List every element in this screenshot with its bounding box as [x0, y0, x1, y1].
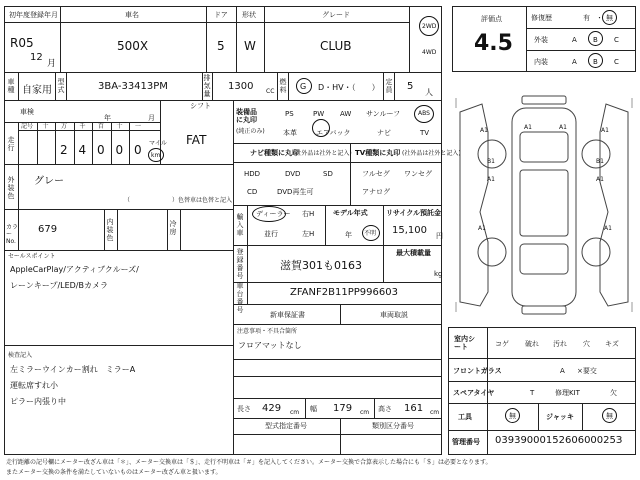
fuel-label: 燃料: [279, 78, 287, 94]
displacement-label: 排気量: [203, 74, 211, 98]
inspector-label: 検査記入: [8, 352, 33, 359]
recycle-unit: 円: [436, 232, 443, 240]
shape-value: W: [244, 39, 256, 53]
car-mark-9: A1: [478, 225, 486, 232]
exterior-value: グレー: [34, 176, 64, 187]
fuel-g: G: [300, 82, 307, 91]
repair-yes: 有: [583, 14, 590, 22]
max-load-unit: kg: [434, 270, 443, 278]
shape-label: 形状: [242, 11, 256, 19]
navi-title: ナビ種類に丸印: [250, 149, 299, 157]
interior-sheet-label: 室内シート: [454, 335, 475, 351]
fuel-options: D・HV・（ ）: [318, 83, 380, 92]
mileage-divider: [111, 122, 112, 164]
shift-value: FAT: [186, 133, 207, 147]
displacement-value: 1300: [228, 81, 254, 92]
sales-point-label: セールスポイント: [8, 253, 56, 260]
navi-dvd-play: DVD再生可: [277, 188, 314, 196]
spare-kit: 修理KIT: [555, 389, 580, 397]
car-name-label: 車名: [125, 11, 139, 19]
equip-pw: PW: [313, 110, 325, 118]
tv-title: TV種類に丸印: [355, 149, 401, 157]
notice-text: フロアマットなし: [238, 341, 302, 350]
month-unit: 月: [47, 59, 57, 69]
spare-missing: 欠: [610, 389, 617, 397]
mileage-divider: [74, 122, 75, 164]
tools-no: 無: [509, 412, 516, 420]
tv-analog: アナログ: [362, 188, 390, 196]
car-mark-7: A1: [487, 176, 495, 183]
grade-label: グレード: [322, 11, 350, 19]
length-unit: cm: [290, 409, 300, 416]
model-value: 3BA-33413PM: [98, 81, 168, 92]
car-damage-diagram: [452, 92, 636, 318]
registration-value: 滋賀301も0163: [280, 259, 362, 272]
drive-4wd: 4WD: [422, 49, 437, 56]
category-label: 車種: [7, 78, 15, 94]
mileage-divider: [129, 122, 130, 164]
month-value: 12: [30, 52, 43, 63]
repair-label: 修復歴: [531, 14, 552, 22]
navi-dvd: DVD: [285, 170, 301, 178]
exterior-grade-c: C: [614, 36, 619, 44]
spare-label: スペアタイヤ: [453, 389, 495, 397]
cooling-label: 冷房: [169, 220, 177, 236]
chassis-label: 車台番号: [236, 282, 244, 314]
import-label: 輸入車: [236, 213, 244, 237]
equip-sunroof: サンルーフ: [366, 110, 401, 118]
door-label: ドア: [214, 11, 228, 19]
color-no-value: 679: [38, 224, 58, 235]
model-year-unknown: 不明: [364, 230, 377, 237]
inspection-year-unit: 年: [104, 114, 111, 122]
equipment-title: 装備品に丸印: [236, 108, 257, 124]
jack-label: ジャッキ: [546, 413, 574, 421]
width-value: 179: [333, 403, 353, 414]
equipment-sub: (純正のみ): [236, 128, 265, 135]
spare-t: T: [530, 389, 535, 397]
notice-label: 注意事項・不具合箇所: [237, 328, 298, 335]
model-year-unit: 年: [345, 231, 352, 239]
import-left: 左H: [302, 230, 315, 238]
evaluation-label: 評価点: [481, 15, 502, 23]
mileage-divider: [37, 122, 38, 164]
drive-2wd: 2WD: [422, 23, 437, 30]
mgmt-value: 0393900015260600025З: [495, 435, 623, 446]
sales-point-line-2: レーンキープ/LED/Bカメラ: [10, 281, 108, 290]
recycle-value: 15,100: [392, 225, 427, 236]
mileage-unit-header: 千: [79, 123, 86, 130]
max-load-label: 最大積載量: [396, 249, 431, 257]
mileage-digit: 0: [115, 143, 124, 157]
sheet-stain: 汚れ: [553, 340, 567, 348]
sales-point-line-1: AppleCarPlay/アクティブクルーズ/: [10, 265, 139, 274]
height-value: 161: [404, 403, 424, 414]
equip-tv: TV: [420, 129, 430, 137]
car-name-value: 500X: [117, 39, 149, 53]
car-mark-8: A1: [596, 176, 604, 183]
recycle-label: リサイクル預託金: [386, 209, 442, 217]
exterior-note: （ ）色替車は色替と記入: [124, 197, 233, 204]
mileage-digit: 2: [60, 143, 68, 157]
import-right: 右H: [302, 210, 315, 218]
mileage-unit-mile: マイル: [149, 140, 167, 147]
grade-value: CLUB: [320, 39, 352, 53]
repair-sep: ・: [596, 14, 603, 22]
car-mark-2: A1: [524, 124, 532, 131]
front-glass-replace: ×要交: [577, 367, 597, 375]
height-label: 高さ: [378, 405, 392, 413]
jack-no: 無: [606, 412, 613, 420]
mileage-digit: 0: [97, 143, 105, 157]
year-value: R05: [10, 36, 34, 50]
tv-note: (社外品は社外と記入): [402, 150, 461, 157]
class-label: 類別区分番号: [372, 422, 414, 430]
manual-label: 車両取説: [380, 311, 408, 319]
exterior-grade-b: B: [593, 36, 598, 44]
mileage-label: 走行: [7, 136, 15, 152]
equip-ps: PS: [285, 110, 294, 118]
repair-no: 無: [606, 14, 613, 22]
sheet-hole: 穴: [583, 340, 590, 348]
equip-airbag: エアバック: [316, 129, 351, 137]
mileage-unit-header: 一: [135, 123, 142, 130]
capacity-label: 定員: [385, 78, 393, 94]
first-reg-label: 初年度登録年月: [9, 11, 58, 19]
inspector-line-1: 左ミラーウインカー割れ ミラーA: [10, 365, 136, 374]
length-value: 429: [262, 403, 282, 414]
equip-navi: ナビ: [377, 129, 391, 137]
mileage-divider: [18, 122, 19, 164]
capacity-value: 5: [407, 81, 414, 92]
exterior-grade-a: A: [572, 36, 577, 44]
registration-label: 登録番号: [236, 248, 244, 280]
car-mark-3: A1: [559, 124, 567, 131]
inspector-line-3: ピラー内張り中: [10, 397, 66, 406]
mileage-divider: [55, 122, 56, 164]
type-spec-label: 型式指定番号: [265, 422, 307, 430]
sheet-burn: コゲ: [495, 340, 509, 348]
mileage-unit-header: 記号: [21, 123, 34, 130]
model-label: 型式: [57, 78, 65, 94]
doors-value: 5: [217, 39, 225, 53]
color-no-label: カラーNo.: [6, 224, 19, 245]
sheet-scratch: キズ: [605, 340, 619, 348]
inspector-line-2: 運転席すれ小: [10, 381, 58, 390]
sheet-tear: 破れ: [525, 340, 539, 348]
equip-abs: ABS: [418, 110, 430, 117]
displacement-unit: CC: [266, 88, 275, 95]
width-unit: cm: [360, 409, 370, 416]
car-mark-1: A1: [480, 127, 488, 134]
footer-line-1: 走行距離の記号欄にメーター改ざん車は「＊」、メーター交換車は「＄」、走行不明車は「＃」を記入してください。メーター交換で合算表示した場合にも「＄」は必要となります。: [6, 459, 492, 466]
footer-line-2: またメーター交換の条件を満たしていないものはメーター改ざん車と扱います。: [6, 469, 222, 476]
car-mark-4: A1: [601, 127, 609, 134]
chassis-value: ZFANF2B11PP996603: [290, 287, 398, 298]
interior-grade-b: B: [593, 58, 598, 66]
warranty-label: 新車保証書: [270, 311, 305, 319]
inspection-label: 車検: [20, 108, 34, 116]
interior-grade-c: C: [614, 58, 619, 66]
evaluation-score: 4.5: [474, 31, 513, 56]
mileage-digit: 4: [78, 143, 87, 157]
import-parallel: 並行: [264, 230, 278, 238]
mileage-unit-header: 十: [116, 123, 123, 130]
mileage-unit-header: 万: [61, 123, 68, 130]
mileage-divider: [92, 122, 93, 164]
navi-note: (社外品は社外と記入): [293, 150, 352, 157]
mileage-unit-km: km: [151, 152, 161, 159]
car-mark-10: A1: [604, 225, 612, 232]
import-dealer: ディーラー: [256, 210, 291, 218]
inspection-month-unit: 月: [148, 114, 155, 122]
exterior-grade-label: 外装: [534, 36, 548, 44]
equip-leather: 本革: [283, 129, 297, 137]
category-value: 自家用: [22, 85, 52, 96]
tools-label: 工具: [458, 413, 472, 421]
interior-color-label: 内装色: [106, 218, 114, 242]
length-label: 長さ: [237, 405, 251, 413]
model-year-label: モデル年式: [333, 209, 368, 217]
mileage-unit-header: 十: [42, 123, 49, 130]
navi-hdd: HDD: [244, 170, 261, 178]
tv-fullseg: フルセグ: [362, 170, 390, 178]
height-unit: cm: [430, 409, 440, 416]
car-mark-6: B1: [596, 158, 604, 165]
front-glass-a: A: [560, 367, 565, 375]
front-glass-label: フロントガラス: [453, 367, 502, 375]
shift-label: シフト: [190, 102, 211, 110]
tv-oneseg: ワンセグ: [404, 170, 432, 178]
capacity-unit: 人: [425, 88, 433, 97]
exterior-label: 外装色: [7, 176, 15, 200]
navi-cd: CD: [247, 188, 258, 196]
navi-sd: SD: [323, 170, 333, 178]
mileage-digit: 0: [134, 143, 142, 157]
interior-grade-a: A: [572, 58, 577, 66]
mgmt-label: 管理番号: [452, 438, 480, 446]
width-label: 幅: [310, 405, 317, 413]
equip-aw: AW: [340, 110, 352, 118]
mileage-unit-header: 百: [98, 123, 105, 130]
car-mark-5: B1: [487, 158, 495, 165]
interior-grade-label: 内装: [534, 58, 548, 66]
